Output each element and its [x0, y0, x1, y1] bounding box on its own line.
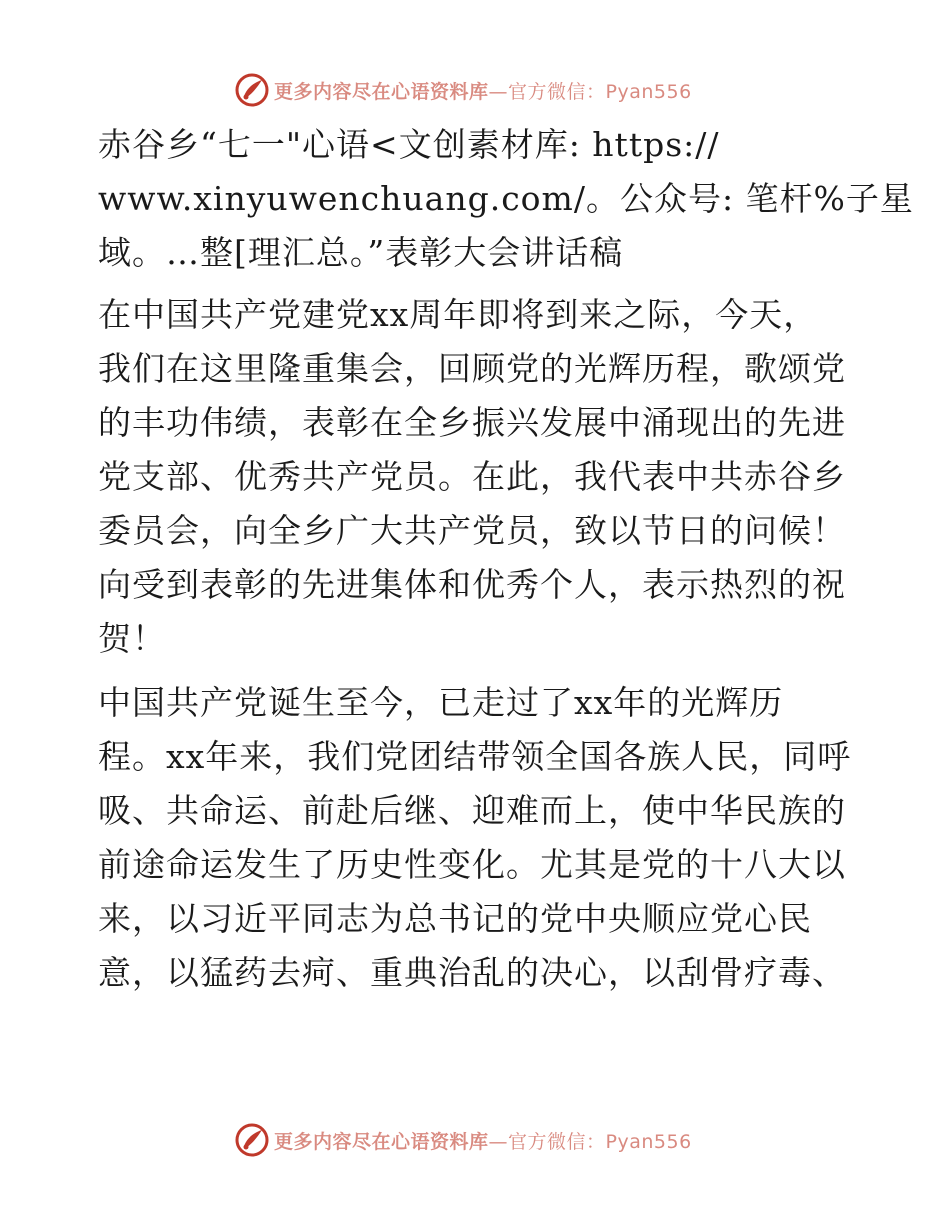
header-banner-text — [274, 77, 692, 104]
header-banner-wechat-id: Pyan556 — [605, 80, 692, 103]
paragraph-line: 的丰功伟绩，表彰在全乡振兴发展中涌现出的先进 — [98, 403, 846, 442]
header-watermark-banner — [234, 70, 692, 110]
paragraph-1 — [98, 288, 858, 666]
paragraph-line: 程。xx年来，我们党团结带领全国各族人民，同呼 — [98, 737, 852, 776]
title-line: 域。…整[理汇总。”表彰大会讲话稿 — [98, 233, 624, 272]
paragraph-line: 吸、共命运、前赴后继、迎难而上，使中华民族的 — [98, 791, 846, 830]
title-line: 赤谷乡“七一"心语<文创素材库: https:// — [98, 125, 720, 164]
footer-banner-wechat-id: Pyan556 — [605, 1130, 692, 1153]
paragraph-line: 在中国共产党建党xx周年即将到来之际，今天， — [98, 295, 818, 334]
paragraph-2 — [98, 676, 858, 1000]
header-banner-main: 更多内容尽在心语资料库 — [274, 80, 489, 103]
paragraph-line: 我们在这里隆重集会，回顾党的光辉历程，歌颂党 — [98, 349, 846, 388]
paragraph-line: 中国共产党诞生至今，已走过了xx年的光辉历 — [98, 683, 784, 722]
paragraph-line: 贺！ — [98, 619, 166, 658]
paragraph-line: 来，以习近平同志为总书记的党中央顺应党心民 — [98, 899, 812, 938]
paragraph-line: 党支部、优秀共产党员。在此，我代表中共赤谷乡 — [98, 457, 846, 496]
brand-logo-icon — [234, 1122, 270, 1158]
paragraph-line: 委员会，向全乡广大共产党员，致以节日的问候！ — [98, 511, 846, 550]
footer-banner-separator: — — [488, 1130, 509, 1153]
paragraph-line: 意，以猛药去疴、重典治乱的决心，以刮骨疗毒、 — [98, 953, 846, 992]
document-title — [98, 118, 914, 280]
brand-logo-icon — [234, 72, 270, 108]
footer-banner-wechat-label: 官方微信： — [508, 1130, 606, 1153]
paragraph-line: 前途命运发生了历史性变化。尤其是党的十八大以 — [98, 845, 846, 884]
header-banner-separator: — — [488, 80, 509, 103]
header-banner-wechat-label: 官方微信： — [508, 80, 606, 103]
paragraph-line: 向受到表彰的先进集体和优秀个人，表示热烈的祝 — [98, 565, 846, 604]
document-body — [98, 118, 914, 1010]
footer-watermark-banner — [234, 1120, 692, 1160]
footer-banner-text — [274, 1127, 692, 1154]
title-line: www.xinyuwenchuang.com/。公众号: 笔杆%子星 — [98, 179, 914, 218]
footer-banner-main: 更多内容尽在心语资料库 — [274, 1130, 489, 1153]
